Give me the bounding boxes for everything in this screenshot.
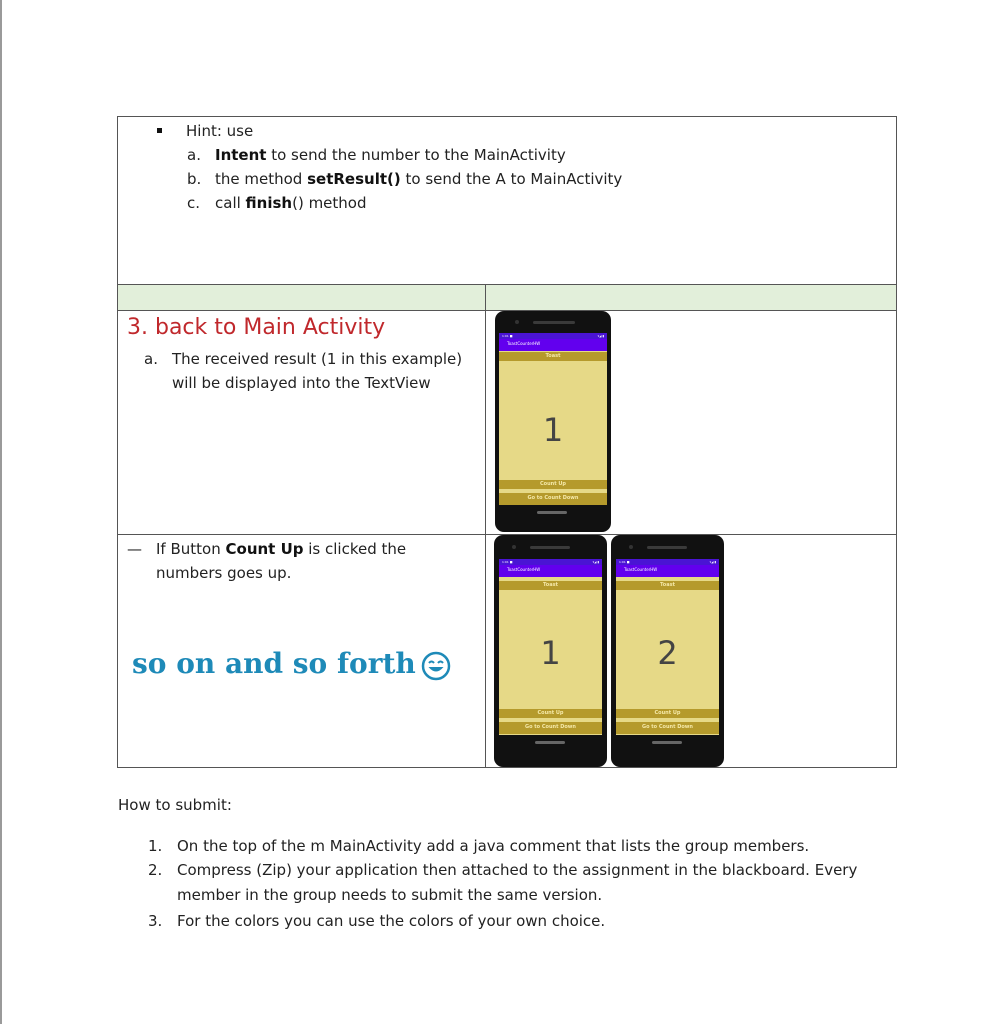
count-up-button-label: Count Up [654,710,681,716]
submit-item-1: On the top of the m MainActivity add a java comment that lists the group members. [177,837,810,855]
hint-item-c-marker: c. [187,194,201,212]
toast-button[interactable] [499,352,607,361]
hint-item-b-bold: setResult() [307,170,401,188]
submit-item-3: For the colors you can use the colors of your own choice. [177,912,606,930]
count-down-button-label: Go to Count Down [525,724,576,730]
submit-item-2-number: 2. [148,861,163,879]
toast-button-label: Toast [545,353,561,359]
green-separator-right [485,284,897,311]
hint-item-c-pre: call [215,194,246,212]
phone-screen [499,559,602,735]
phone-mockup [494,535,607,767]
count-up-bold: Count Up [225,540,304,558]
count-up-button[interactable] [499,709,602,718]
camera-icon [512,545,516,549]
phone-screen [499,333,607,505]
count-down-button[interactable] [616,722,719,734]
count-display: 1 [540,634,561,672]
app-bar [499,565,602,577]
speaker-grille [533,321,575,324]
count-down-button-label: Go to Count Down [527,495,579,501]
hint-intro: Hint: use [186,122,254,140]
count-up-button-label: Count Up [540,481,566,487]
hint-item-b-marker: b. [187,170,202,188]
count-up-button-label: Count Up [537,710,564,716]
hint-item-a-bold: Intent [215,146,267,164]
submit-item-1-number: 1. [148,837,163,855]
count-up-line1 [156,537,406,561]
square-bullet-icon [157,128,162,133]
so-on-text: so on and so forth [132,647,416,680]
toast-button-label: Toast [543,582,558,588]
hint-item-b [215,167,622,191]
back-section-line1: The received result (1 in this example) [172,350,463,368]
toast-button[interactable] [616,581,719,590]
status-bar: 1:01 ■ ▾◢ ▮ [616,559,719,565]
home-indicator [537,511,567,514]
smiling-face-icon [420,650,452,682]
back-section-line2: will be displayed into the TextView [172,374,431,392]
hint-item-b-rest: to send the A to MainActivity [400,170,623,188]
phone-mockup [495,311,611,532]
back-section-cell [117,310,486,535]
count-up-dash: — [127,540,142,558]
green-separator-left [117,284,486,311]
count-up-post: is clicked the [303,540,407,558]
count-down-button-label: Go to Count Down [642,724,693,730]
submit-title: How to submit: [118,796,232,814]
hint-item-a [215,143,566,167]
back-section-marker: a. [144,350,158,368]
hint-item-c [215,191,367,215]
submit-item-2-line2: member in the group needs to submit the same version. [177,886,603,904]
page-edge [0,0,2,1024]
camera-icon [515,320,519,324]
count-display: 2 [657,634,678,672]
home-indicator [535,741,565,744]
hint-item-c-rest: () method [292,194,367,212]
hint-cell [117,116,897,285]
app-title: ToastCounterHW [624,567,658,572]
home-indicator [652,741,682,744]
hint-item-a-rest: to send the number to the MainActivity [266,146,566,164]
app-title: ToastCounterHW [507,341,541,346]
status-bar: 1:01 ■ ▾◢ ▮ [499,333,607,339]
hint-item-b-pre: the method [215,170,308,188]
hint-item-a-marker: a. [187,146,201,164]
submit-item-2-line1: Compress (Zip) your application then attached to the assignment in the blackboard. Every [177,861,858,879]
app-bar [616,565,719,577]
speaker-grille [647,546,687,549]
status-bar: 1:01 ■ ▾◢ ▮ [499,559,602,565]
app-title: ToastCounterHW [507,567,541,572]
back-section-heading: 3. back to Main Activity [127,315,386,340]
app-bar [499,339,607,351]
count-up-pre: If Button [156,540,226,558]
toast-button[interactable] [499,581,602,590]
count-display: 1 [542,411,564,449]
toast-button-label: Toast [660,582,675,588]
count-up-line2: numbers goes up. [156,564,292,582]
camera-icon [629,545,633,549]
hint-item-c-bold: finish [245,194,293,212]
count-up-button[interactable] [616,709,719,718]
phone-screen [616,559,719,735]
phone-mockup [611,535,724,767]
count-up-cell [117,534,486,768]
submit-item-3-number: 3. [148,912,163,930]
count-down-button[interactable] [499,722,602,734]
count-down-button[interactable] [499,493,607,505]
speaker-grille [530,546,570,549]
count-up-button[interactable] [499,480,607,489]
